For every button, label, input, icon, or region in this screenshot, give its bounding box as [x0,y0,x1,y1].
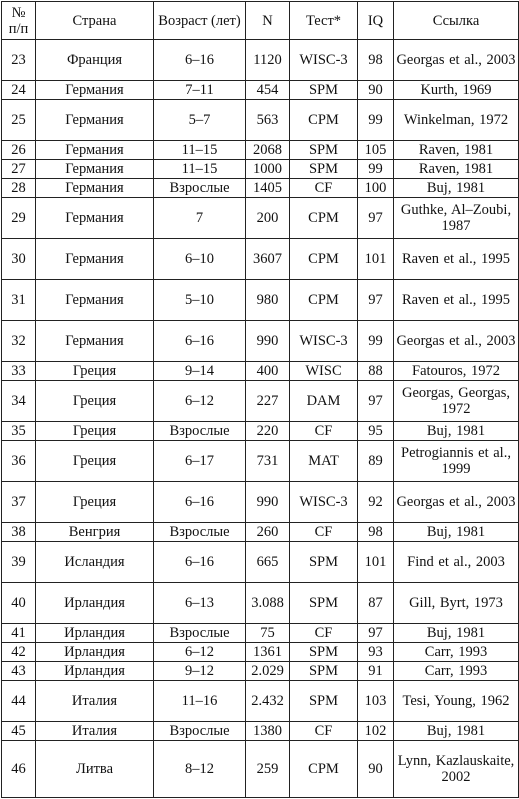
cell-n: 3607 [246,238,290,279]
iq-data-table [1,1,519,798]
table-row [2,81,519,100]
table-row [2,320,519,361]
cell-age: 11–16 [154,680,246,721]
cell-age: Взрослые [154,523,246,542]
table-row [2,99,519,140]
cell-country: Ирландия [36,624,154,643]
cell-age: 6–16 [154,320,246,361]
cell-iq: 97 [358,380,394,421]
table-row [2,178,519,197]
cell-num: 41 [2,624,36,643]
cell-ref: Carr, 1993 [394,643,519,662]
cell-ref: Georgas et al., 2003 [394,482,519,523]
cell-country: Италия [36,721,154,740]
cell-num: 39 [2,541,36,582]
cell-test: SPM [290,159,358,178]
cell-country: Венгрия [36,523,154,542]
cell-num: 40 [2,583,36,624]
table-row [2,141,519,160]
cell-country: Литва [36,740,154,797]
cell-iq: 88 [358,362,394,381]
cell-test: WISC-3 [290,482,358,523]
cell-country: Германия [36,159,154,178]
cell-n: 200 [246,197,290,238]
cell-country: Италия [36,680,154,721]
cell-ref: Raven, 1981 [394,159,519,178]
cell-iq: 99 [358,99,394,140]
table-row [2,721,519,740]
cell-age: 11–15 [154,159,246,178]
cell-ref: Buj, 1981 [394,523,519,542]
cell-iq: 101 [358,238,394,279]
cell-ref: Lynn, Kazlauskaite, 2002 [394,740,519,797]
cell-num: 25 [2,99,36,140]
cell-country: Германия [36,197,154,238]
cell-iq: 90 [358,81,394,100]
cell-n: 665 [246,541,290,582]
cell-ref: Georgas, Georgas, 1972 [394,380,519,421]
cell-n: 75 [246,624,290,643]
cell-num: 35 [2,422,36,441]
cell-country: Греция [36,440,154,481]
cell-country: Греция [36,482,154,523]
cell-test: CPM [290,740,358,797]
cell-test: DAM [290,380,358,421]
table-row [2,482,519,523]
table-row [2,661,519,680]
cell-age: 9–12 [154,661,246,680]
cell-n: 1120 [246,40,290,81]
table-row [2,541,519,582]
cell-n: 2.432 [246,680,290,721]
cell-iq: 89 [358,440,394,481]
header-age: Возраст (лет) [154,2,246,40]
cell-age: 6–16 [154,40,246,81]
cell-n: 454 [246,81,290,100]
cell-iq: 91 [358,661,394,680]
cell-ref: Guthke, Al–Zoubi, 1987 [394,197,519,238]
cell-country: Германия [36,81,154,100]
cell-n: 3.088 [246,583,290,624]
cell-num: 43 [2,661,36,680]
header-n: N [246,2,290,40]
cell-age: 6–10 [154,238,246,279]
cell-n: 220 [246,422,290,441]
cell-age: 6–12 [154,643,246,662]
cell-ref: Find et al., 2003 [394,541,519,582]
cell-test: SPM [290,583,358,624]
cell-num: 34 [2,380,36,421]
cell-ref: Winkelman, 1972 [394,99,519,140]
cell-test: CPM [290,238,358,279]
cell-country: Германия [36,279,154,320]
cell-test: CF [290,178,358,197]
cell-ref: Tesi, Young, 1962 [394,680,519,721]
cell-iq: 99 [358,320,394,361]
cell-iq: 93 [358,643,394,662]
cell-ref: Gill, Byrt, 1973 [394,583,519,624]
cell-n: 259 [246,740,290,797]
cell-test: SPM [290,81,358,100]
cell-iq: 95 [358,422,394,441]
cell-n: 980 [246,279,290,320]
cell-test: CF [290,624,358,643]
cell-test: SPM [290,541,358,582]
cell-num: 27 [2,159,36,178]
cell-iq: 99 [358,159,394,178]
cell-num: 42 [2,643,36,662]
cell-country: Ирландия [36,661,154,680]
cell-num: 23 [2,40,36,81]
cell-ref: Carr, 1993 [394,661,519,680]
header-row [2,2,519,40]
cell-num: 38 [2,523,36,542]
cell-age: 5–10 [154,279,246,320]
cell-iq: 105 [358,141,394,160]
cell-age: Взрослые [154,721,246,740]
cell-test: CF [290,523,358,542]
table-row [2,197,519,238]
cell-num: 33 [2,362,36,381]
cell-num: 31 [2,279,36,320]
cell-country: Греция [36,362,154,381]
table-row [2,422,519,441]
cell-ref: Buj, 1981 [394,178,519,197]
cell-iq: 101 [358,541,394,582]
cell-country: Германия [36,99,154,140]
cell-age: 7–11 [154,81,246,100]
cell-n: 400 [246,362,290,381]
cell-ref: Buj, 1981 [394,624,519,643]
cell-ref: Georgas et al., 2003 [394,320,519,361]
table-row [2,159,519,178]
header-ref: Ссылка [394,2,519,40]
cell-ref: Fatouros, 1972 [394,362,519,381]
table-body [2,40,519,798]
cell-iq: 100 [358,178,394,197]
table-row [2,440,519,481]
cell-iq: 92 [358,482,394,523]
cell-num: 45 [2,721,36,740]
table-row [2,680,519,721]
cell-age: 7 [154,197,246,238]
cell-iq: 97 [358,624,394,643]
cell-num: 32 [2,320,36,361]
cell-iq: 87 [358,583,394,624]
cell-country: Ирландия [36,583,154,624]
cell-n: 563 [246,99,290,140]
cell-iq: 97 [358,197,394,238]
cell-n: 2.029 [246,661,290,680]
cell-ref: Buj, 1981 [394,721,519,740]
cell-iq: 102 [358,721,394,740]
cell-country: Исландия [36,541,154,582]
cell-age: 9–14 [154,362,246,381]
cell-num: 24 [2,81,36,100]
cell-n: 260 [246,523,290,542]
cell-num: 37 [2,482,36,523]
cell-ref: Kurth, 1969 [394,81,519,100]
cell-age: 6–16 [154,541,246,582]
table-row [2,238,519,279]
cell-test: CF [290,422,358,441]
cell-age: 6–17 [154,440,246,481]
cell-num: 46 [2,740,36,797]
table-row [2,624,519,643]
cell-n: 2068 [246,141,290,160]
cell-n: 990 [246,482,290,523]
table-row [2,380,519,421]
table-row [2,362,519,381]
header-num: № п/п [2,2,36,40]
cell-age: 5–7 [154,99,246,140]
cell-test: CF [290,721,358,740]
cell-test: WISC-3 [290,40,358,81]
cell-age: Взрослые [154,624,246,643]
cell-country: Греция [36,380,154,421]
cell-n: 1405 [246,178,290,197]
cell-iq: 90 [358,740,394,797]
table-row [2,40,519,81]
cell-iq: 98 [358,523,394,542]
cell-iq: 97 [358,279,394,320]
table-row [2,740,519,797]
cell-country: Франция [36,40,154,81]
cell-ref: Buj, 1981 [394,422,519,441]
table-row [2,643,519,662]
cell-test: CPM [290,279,358,320]
header-test: Тест* [290,2,358,40]
cell-age: Взрослые [154,178,246,197]
cell-n: 1000 [246,159,290,178]
cell-iq: 103 [358,680,394,721]
cell-ref: Raven et al., 1995 [394,238,519,279]
cell-country: Ирландия [36,643,154,662]
cell-country: Германия [36,178,154,197]
cell-country: Германия [36,320,154,361]
cell-n: 731 [246,440,290,481]
cell-test: CPM [290,99,358,140]
cell-country: Германия [36,141,154,160]
cell-country: Германия [36,238,154,279]
cell-n: 1380 [246,721,290,740]
cell-num: 28 [2,178,36,197]
cell-test: WISC-3 [290,320,358,361]
table-row [2,279,519,320]
cell-age: 6–16 [154,482,246,523]
cell-country: Греция [36,422,154,441]
cell-test: SPM [290,141,358,160]
cell-test: SPM [290,643,358,662]
cell-num: 44 [2,680,36,721]
cell-ref: Raven et al., 1995 [394,279,519,320]
cell-age: 6–13 [154,583,246,624]
cell-test: SPM [290,680,358,721]
cell-ref: Petrogiannis et al., 1999 [394,440,519,481]
cell-test: CPM [290,197,358,238]
cell-n: 227 [246,380,290,421]
cell-num: 36 [2,440,36,481]
cell-iq: 98 [358,40,394,81]
table-row [2,523,519,542]
header-country: Страна [36,2,154,40]
header-iq: IQ [358,2,394,40]
cell-num: 26 [2,141,36,160]
cell-ref: Raven, 1981 [394,141,519,160]
cell-age: 6–12 [154,380,246,421]
cell-age: Взрослые [154,422,246,441]
cell-test: SPM [290,661,358,680]
cell-n: 990 [246,320,290,361]
cell-age: 8–12 [154,740,246,797]
cell-test: WISC [290,362,358,381]
cell-num: 30 [2,238,36,279]
cell-age: 11–15 [154,141,246,160]
cell-test: MAT [290,440,358,481]
cell-n: 1361 [246,643,290,662]
table-row [2,583,519,624]
cell-ref: Georgas et al., 2003 [394,40,519,81]
cell-num: 29 [2,197,36,238]
